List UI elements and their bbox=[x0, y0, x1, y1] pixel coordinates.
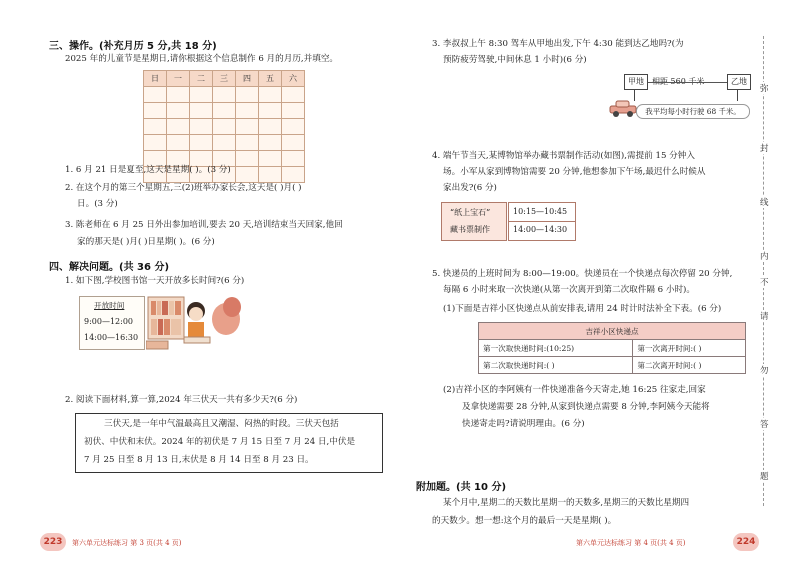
seal-line bbox=[763, 36, 764, 506]
calendar-header: 三 bbox=[213, 71, 236, 87]
sanfu-passage-box bbox=[75, 413, 383, 473]
courier-schedule-table bbox=[478, 322, 746, 374]
calendar-cell[interactable] bbox=[236, 167, 259, 183]
calendar-cell[interactable] bbox=[259, 135, 282, 151]
seal-char: 答 bbox=[760, 420, 769, 430]
section3-intro: 2025 年的儿童节是星期日,请你根据这个信息制作 6 月的月历,并填空。 bbox=[65, 54, 339, 64]
calendar-cell[interactable] bbox=[236, 87, 259, 103]
calendar-cell[interactable] bbox=[236, 103, 259, 119]
footer-right: 第六单元达标练习 第 4 页(共 4 页) bbox=[576, 539, 686, 547]
calendar-cell[interactable] bbox=[167, 135, 190, 151]
calendar-cell[interactable] bbox=[259, 151, 282, 167]
calendar-header: 日 bbox=[144, 71, 167, 87]
calendar-cell[interactable] bbox=[282, 87, 305, 103]
right-q3b: 预防疲劳驾驶,中间休息 1 小时)(6 分) bbox=[443, 55, 587, 65]
calendar-header: 六 bbox=[282, 71, 305, 87]
calendar-header: 二 bbox=[190, 71, 213, 87]
calendar-cell[interactable] bbox=[236, 119, 259, 135]
right-q4c: 家出发?(6 分) bbox=[443, 183, 497, 193]
table-title: 吉祥小区快递点 bbox=[479, 323, 746, 340]
seal-char: 线 bbox=[760, 198, 769, 208]
calendar-cell[interactable] bbox=[282, 167, 305, 183]
table-cell[interactable]: 第二次取快递时间:( ) bbox=[479, 357, 633, 374]
calendar-cell[interactable] bbox=[213, 119, 236, 135]
calendar-cell[interactable] bbox=[190, 103, 213, 119]
calendar-cell[interactable] bbox=[282, 119, 305, 135]
right-q5f: 快递寄走吗?请说明理由。(6 分) bbox=[462, 419, 585, 429]
sign-post bbox=[737, 89, 738, 101]
sign-yi: 乙地 bbox=[727, 74, 751, 90]
section3-q2a: 2. 在这个月的第三个星期五,三(2)班举办家长会,这天是( )月( ) bbox=[65, 183, 302, 193]
seal-char: 不 bbox=[760, 278, 769, 288]
section3-q3a: 3. 陈老师在 6 月 25 日外出参加培训,要去 20 天,培训结束当天回家,他回 bbox=[65, 220, 343, 230]
table-cell[interactable]: 第一次取快递时间:(10:25) bbox=[479, 340, 633, 357]
right-q3a: 3. 李叔叔上午 8:30 驾车从甲地出发,下午 4:30 能到达乙地吗?(为 bbox=[432, 39, 684, 49]
calendar-cell[interactable] bbox=[144, 119, 167, 135]
passage-line-2: 初伏、中伏和末伏。2024 年的初伏是 7 月 15 日至 7 月 24 日,中伏是 bbox=[84, 437, 356, 447]
calendar-cell[interactable] bbox=[282, 151, 305, 167]
speed-bubble: 我平均每小时行驶 68 千米。 bbox=[636, 104, 750, 119]
calendar-cell[interactable] bbox=[282, 103, 305, 119]
calendar-cell[interactable] bbox=[144, 135, 167, 151]
calendar-cell[interactable] bbox=[259, 87, 282, 103]
passage-line-1: 三伏天,是一年中气温最高且又潮湿、闷热的时段。三伏天包括 bbox=[104, 419, 339, 429]
library-illustration bbox=[146, 285, 246, 353]
table-cell[interactable]: 第二次离开时间:( ) bbox=[633, 357, 746, 374]
calendar-cell[interactable] bbox=[167, 87, 190, 103]
calendar-cell[interactable] bbox=[259, 167, 282, 183]
calendar-cell[interactable] bbox=[236, 135, 259, 151]
calendar-cell[interactable] bbox=[213, 87, 236, 103]
section3-q2b: 日。(3 分) bbox=[77, 199, 118, 209]
car-icon bbox=[608, 100, 638, 118]
session-divider bbox=[509, 221, 575, 222]
distance-label: 相距 560 千米 bbox=[652, 77, 705, 86]
seal-char: 勿 bbox=[760, 366, 769, 376]
calendar-cell[interactable] bbox=[259, 119, 282, 135]
sign-jia: 甲地 bbox=[624, 74, 648, 90]
section4-q2: 2. 阅读下面材料,算一算,2024 年三伏天一共有多少天?(6 分) bbox=[65, 395, 298, 405]
extra-title: 附加题。(共 10 分) bbox=[416, 482, 507, 493]
calendar-header: 一 bbox=[167, 71, 190, 87]
section3-q1: 1. 6 月 21 日是夏至,这天是星期( )。(3 分) bbox=[65, 165, 231, 175]
passage-line-3: 7 月 25 日至 8 月 13 日,末伏是 8 月 14 日至 8 月 23 日。 bbox=[84, 455, 314, 465]
section4-q1: 1. 如下图,学校图书馆一天开放多长时间?(6 分) bbox=[65, 276, 245, 286]
hours-afternoon: 14:00—16:30 bbox=[84, 333, 139, 342]
hours-morning: 9:00—12:00 bbox=[84, 317, 134, 326]
calendar-cell[interactable] bbox=[213, 103, 236, 119]
right-q5e: 及拿快递需要 28 分钟,从家到快递点需要 8 分钟,李阿姨今天能将 bbox=[462, 402, 710, 412]
activity-box bbox=[441, 202, 507, 241]
calendar-cell[interactable] bbox=[282, 135, 305, 151]
seal-char: 题 bbox=[760, 472, 769, 482]
calendar-cell[interactable] bbox=[190, 119, 213, 135]
footer-left: 第六单元达标练习 第 3 页(共 4 页) bbox=[72, 539, 182, 547]
library-hours-sign bbox=[79, 296, 145, 350]
right-q5c: (1)下面是吉祥小区快递点从前安排表,请用 24 时计时法补全下表。(6 分) bbox=[443, 304, 722, 314]
page-number-left: 223 bbox=[40, 533, 66, 551]
hours-title: 开放时间 bbox=[94, 301, 125, 310]
calendar-cell[interactable] bbox=[144, 87, 167, 103]
calendar-cell[interactable] bbox=[190, 135, 213, 151]
section3-title: 三、操作。(补充月历 5 分,共 18 分) bbox=[49, 41, 217, 52]
calendar-cell[interactable] bbox=[236, 151, 259, 167]
activity-name-1: “纸上宝石” bbox=[450, 208, 491, 217]
extra-line-1: 某个月中,星期二的天数比星期一的天数多,星期三的天数比星期四 bbox=[443, 498, 690, 508]
extra-line-2: 的天数少。想一想:这个月的最后一天是星期( )。 bbox=[432, 516, 617, 526]
session-times bbox=[508, 202, 576, 241]
distance-arrow bbox=[648, 82, 732, 83]
calendar-cell[interactable] bbox=[144, 103, 167, 119]
session-morning: 10:15—10:45 bbox=[513, 207, 568, 216]
right-q5d: (2)吉祥小区的李阿姨有一件快递准备今天寄走,她 16:25 往家走,回家 bbox=[443, 385, 706, 395]
calendar-cell[interactable] bbox=[167, 119, 190, 135]
right-q4a: 4. 端午节当天,某博物馆举办藏书票制作活动(如图),需提前 15 分钟入 bbox=[432, 151, 695, 161]
calendar-cell[interactable] bbox=[167, 103, 190, 119]
right-q5b: 每隔 6 小时来取一次快递(从第一次离开到第二次取件隔 6 小时)。 bbox=[443, 285, 696, 295]
seal-char: 封 bbox=[760, 144, 769, 154]
activity-name-2: 藏书票制作 bbox=[450, 225, 490, 234]
calendar-header: 五 bbox=[259, 71, 282, 87]
seal-char: 弥 bbox=[760, 84, 769, 94]
right-q5a: 5. 快递员的上班时间为 8:00—19:00。快递员在一个快递点每次停留 20 分钟, bbox=[432, 269, 733, 279]
seal-char: 请 bbox=[760, 312, 769, 322]
table-cell[interactable]: 第一次离开时间:( ) bbox=[633, 340, 746, 357]
section4-title: 四、解决问题。(共 36 分) bbox=[49, 262, 170, 273]
calendar-header: 四 bbox=[236, 71, 259, 87]
calendar-cell[interactable] bbox=[213, 135, 236, 151]
session-afternoon: 14:00—14:30 bbox=[513, 225, 568, 234]
section3-q3b: 家的那天是( )月( )日星期( )。(6 分) bbox=[77, 237, 215, 247]
page-number-right: 224 bbox=[733, 533, 759, 551]
calendar-cell[interactable] bbox=[190, 87, 213, 103]
calendar-cell[interactable] bbox=[259, 103, 282, 119]
right-q4b: 场。小军从家到博物馆需要 20 分钟,他想参加下午场,最迟什么时候从 bbox=[443, 167, 706, 177]
seal-char: 内 bbox=[760, 252, 769, 262]
